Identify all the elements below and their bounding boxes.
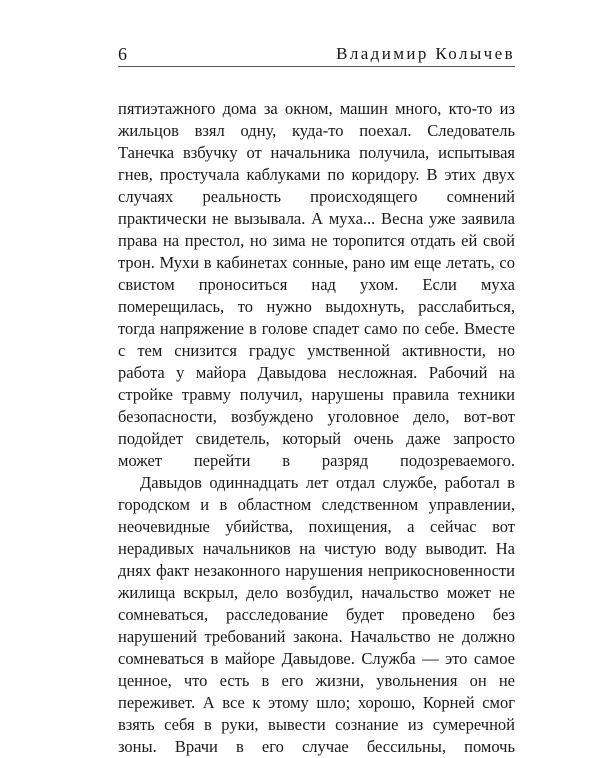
author-name: Владимир Колычев [336,44,515,63]
paragraph-1: пятиэтажного дома за окном, машин много, кто-то из жильцов взял одну, куда-то поехал. Следователь Танечка взбучку от начальника получила, испытывая гнев, простучала каблуками по коридору. В этих двух случаях реальность происходящего сомнений практически не вызывала. А муха... Весна уже заявила права на престол, но зима не торопится отдать ей свой трон. Мухи в кабинетах сонные, рано им еще летать, со свистом проноситься над ухом. Если муха померещилась, то нужно выдохнуть, расслабиться, тогда напряжение в голове спадет само по себе. Вместе с тем снизится градус умственной активности, но работа у майора Давыдова несложная. Рабочий на стройке травму получил, нарушены правила техники безопасности, возбуждено уголовное дело, вот-вот подойдет свидетель, который очень даже запросто может перейти в разряд подозреваемого. [118,99,515,470]
running-header [118,44,515,67]
paragraph-2: Давыдов одиннадцать лет отдал службе, работал в городском и в областном следственном управлении, неочевидные убийства, похищения, а сейчас вот нерадивых начальников на чистую воду выводит. На днях факт незаконного нарушения неприкосновенности жилища вскрыл, дело возбудил, начальство может не сомневаться, расследование будет проведено без нарушений требований закона. Начальство не должно сомневаться в майоре Давыдове. Служба — это самое ценное, что есть в его жизни, увольнения он не переживет. А все к этому шло; хорошо, Корней смог взять себя в руки, вывести сознание из сумеречной зоны. Врачи в его случае бессильны, помочь [118,473,515,756]
page-number: 6 [118,44,127,64]
body-text [118,98,515,758]
